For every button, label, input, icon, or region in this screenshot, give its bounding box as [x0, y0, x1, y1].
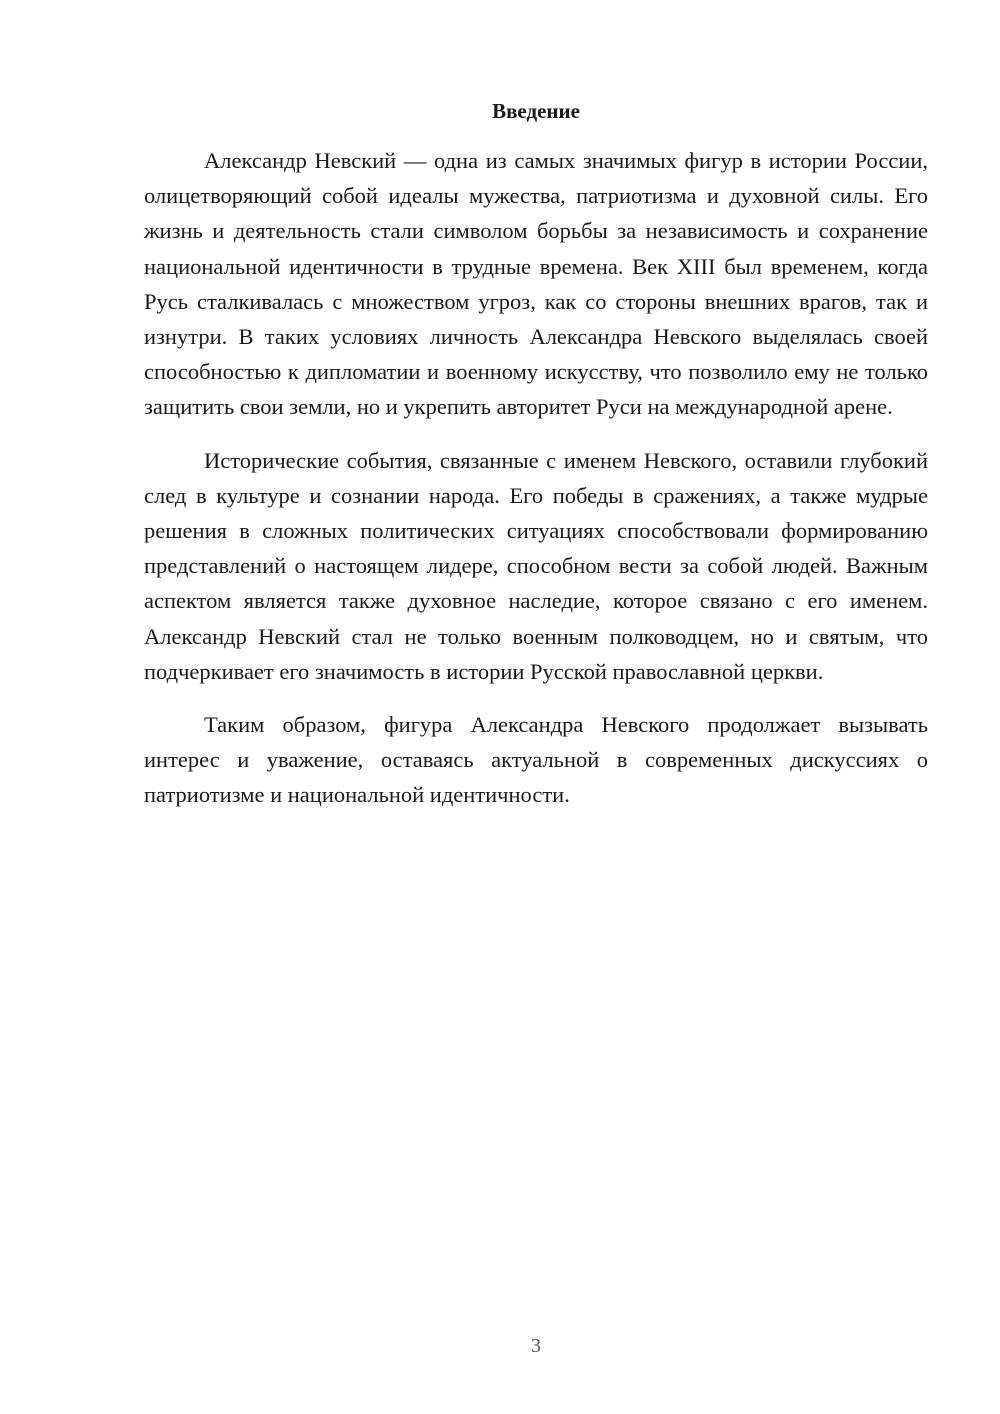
paragraph-3: Таким образом, фигура Александра Невского продолжает вызывать интерес и уважение, оставаясь актуальной в современных дискуссиях о патриотизме и национальной идентичности.	[144, 712, 928, 808]
paragraph-1: Александр Невский — одна из самых значимых фигур в истории России, олицетворяющий собой идеалы мужества, патриотизма и духовной силы. Его жизнь и деятельность стали символом борьбы за независимость и сохранение национальной идентичности в трудные времена. Век XIII был временем, когда Русь сталкивалась с множеством угроз, как со стороны внешних врагов, так и изнутри. В таких условиях личность Александра Невского выделялась своей способностью к дипломатии и военному искусству, что позволило ему не только защитить свои земли, но и укрепить авторитет Руси на международной арене.	[144, 148, 928, 420]
section-title: Введение	[492, 99, 580, 123]
document-body	[144, 143, 928, 831]
page-number: 3	[531, 1335, 541, 1357]
paragraph-2: Исторические события, связанные с именем Невского, оставили глубокий след в культуре и сознании народа. Его победы в сражениях, а также мудрые решения в сложных политических ситуациях способствовали формированию представлений о настоящем лидере, способном вести за собой людей. Важным аспектом является также духовное наследие, которое связано с его именем. Александр Невский стал не только военным полководцем, но и святым, что подчеркивает его значимость в истории Русской православной церкви.	[144, 447, 928, 684]
